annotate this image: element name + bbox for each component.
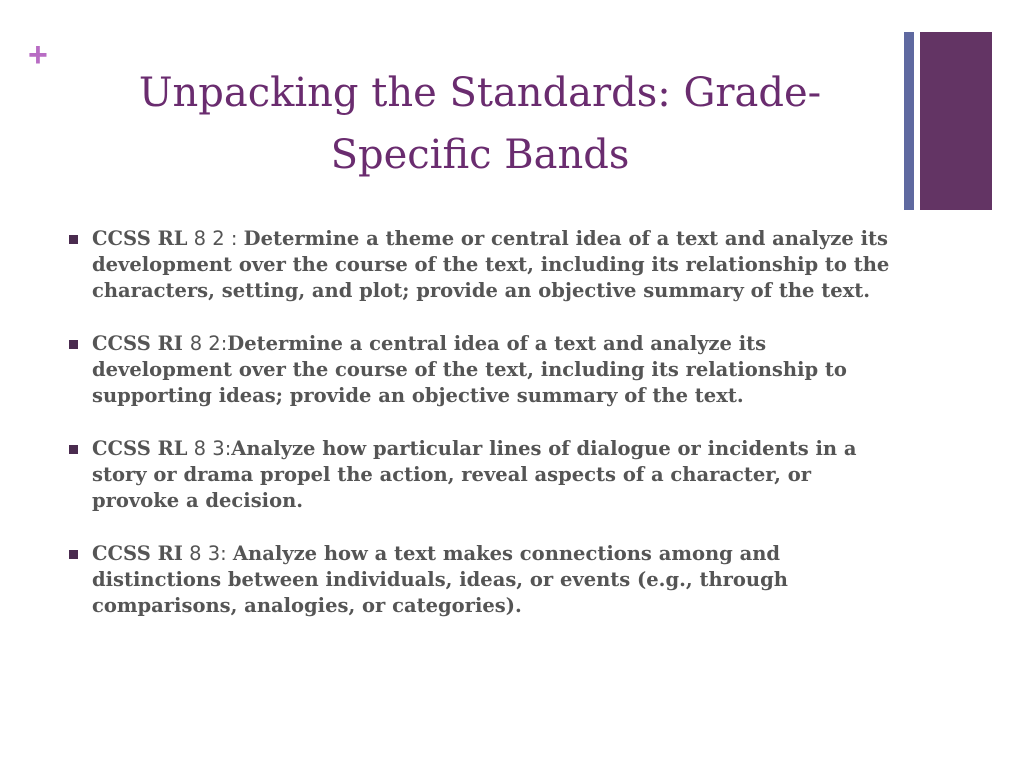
standard-number: 8 2: [189, 332, 228, 355]
accent-bar-thin [904, 32, 914, 210]
plus-icon: + [28, 36, 48, 74]
standard-code: CCSS RI [92, 542, 183, 565]
standard-text: Analyze how particular lines of dialogue or incidents in a story or drama propel the action, reveal aspects of a character, or provoke a decision. [92, 437, 857, 512]
square-bullet-icon [69, 235, 78, 244]
slide-title: Unpacking the Standards: Grade-Specific Bands [138, 70, 822, 178]
standard-text: Determine a theme or central idea of a text and analyze its development over the course of the text, including its relationship to the characters, setting, and plot; provide an objective summary of the text. [92, 227, 890, 302]
standard-number: 8 2 : [187, 227, 244, 250]
standard-text: Analyze how a text makes connections among and distinctions between individuals, ideas, or events (e.g., through comparisons, analogies, or categories). [92, 542, 788, 617]
standard-code: CCSS RL [92, 437, 188, 460]
bullet-item [68, 436, 898, 514]
standard-text: Determine a central idea of a text and analyze its development over the course of the text, including its relationship to supporting ideas; provide an objective summary of the text. [92, 332, 847, 407]
bullet-item [68, 226, 898, 304]
standard-number: 8 3: [182, 542, 233, 565]
bullet-item [68, 541, 898, 619]
square-bullet-icon [69, 445, 78, 454]
accent-bar-thick [920, 32, 992, 210]
standard-code: CCSS RI [92, 332, 190, 355]
square-bullet-icon [69, 550, 78, 559]
bullet-item [68, 331, 898, 409]
square-bullet-icon [69, 340, 78, 349]
standard-number: 8 3: [187, 437, 232, 460]
standard-code: CCSS RL [92, 227, 188, 250]
bullet-list [68, 226, 898, 646]
